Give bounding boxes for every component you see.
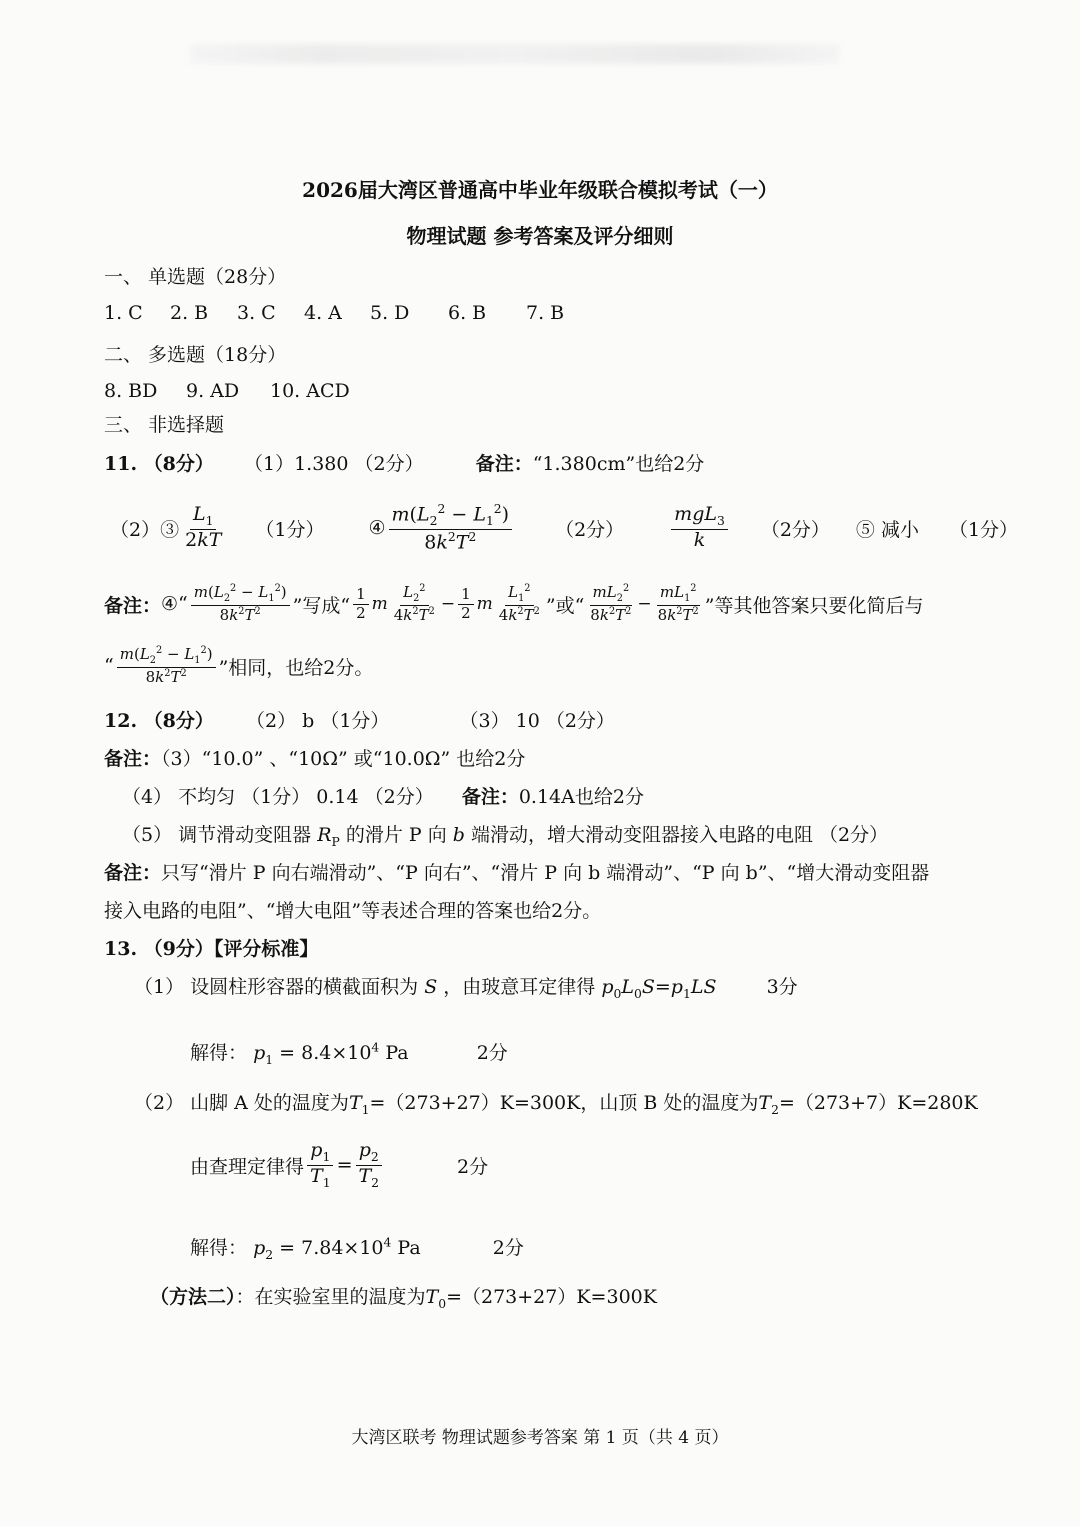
circled-4: ④ xyxy=(368,517,386,539)
note-text: ”或“ xyxy=(545,594,585,617)
q12-line5: （5） 调节滑动变阻器 $R_P$ 的滑片 P 向 b 端滑动，增大滑动变阻器接入电路的电阻 （2分） xyxy=(122,824,889,849)
score: 2分 xyxy=(492,1237,524,1259)
q11-line1 xyxy=(104,449,704,476)
score: （1分） xyxy=(255,518,325,541)
section2-heading: 二、 多选题（18分） xyxy=(104,344,287,366)
note-label: 备注： xyxy=(104,862,162,884)
q12-line4 xyxy=(122,782,644,809)
section3-heading: 三、 非选择题 xyxy=(104,414,225,436)
q13-solution1: 解得： $p_1 = 8.4\times 10^4$ Pa 2分 xyxy=(190,1040,508,1067)
method2-label: （方法二） xyxy=(150,1286,236,1308)
q11-part2-label: （2）③ xyxy=(110,518,180,541)
score: 2分 xyxy=(457,1155,489,1178)
q13-text: ，由玻意耳定律得 xyxy=(443,976,596,998)
q13-text: ：在实验室里的温度为 xyxy=(235,1286,426,1308)
note-label: 备注： xyxy=(104,748,162,770)
q13-method2: （方法二）：在实验室里的温度为$T_0=(273+27)K=300K$ xyxy=(150,1286,657,1311)
unit: Pa xyxy=(385,1042,409,1064)
unit: Pa xyxy=(397,1237,421,1259)
formula-p2-over-T2: $\frac{p_2}{T_2}$ xyxy=(355,1141,382,1190)
q13-solution2: 解得： $p_2 = 7.84\times 10^4$ Pa 2分 xyxy=(190,1235,524,1262)
formula-mL2sq-over-8k2T2: $\frac{mL_2^2}{8k^2T^2}$ xyxy=(590,583,632,625)
q13-text: （1） 设圆柱形容器的横截面积为 xyxy=(134,976,419,998)
page-subtitle: 物理试题 参考答案及评分细则 xyxy=(406,224,674,248)
note-text: ”写成“ xyxy=(292,594,351,617)
q12-note5-line2: 接入电路的电阻”、“增大电阻”等表述合理的答案也给2分。 xyxy=(104,900,602,922)
q13-text: =（273+27）K=300K，山顶 B 处的温度为 xyxy=(369,1092,759,1114)
formula-L1-over-2kT: $\frac{L_1}{2kT}$ xyxy=(185,503,222,551)
blurred-header-strip xyxy=(190,44,840,64)
answer-item: 2. B xyxy=(170,302,209,324)
score: （1分） xyxy=(948,518,1019,541)
q12-part3: （3） 10 （2分） xyxy=(459,710,615,732)
answer-item: 6. B xyxy=(448,302,487,324)
q11-part1: （1）1.380 （2分） xyxy=(243,453,424,475)
formula-L2sq-over-4k2T2: $\frac{L_2^2}{4k^2T^2}$ xyxy=(393,583,435,625)
solution-label: 解得： xyxy=(190,1237,248,1259)
note-label: 备注： xyxy=(475,453,533,475)
solution-label: 解得： xyxy=(190,1042,248,1064)
formula-p1-over-T1: $\frac{p_1}{T_1}$ xyxy=(307,1141,334,1190)
formula-value: = 8.4×10 xyxy=(279,1042,372,1064)
q12-line1 xyxy=(104,706,615,733)
answer-item: 10. ACD xyxy=(270,380,350,402)
q13-text: =（273+27）K=300K xyxy=(446,1286,657,1308)
page-title: 2026届大湾区普通高中毕业年级联合模拟考试（一） xyxy=(302,178,778,202)
formula-mgL3-over-k: $\frac{mgL_3}{k}$ xyxy=(671,505,728,551)
q12-part4: （4） 不均匀 （1分） 0.14 （2分） xyxy=(122,786,434,808)
note-text: （3）“10.0” 、“10Ω” 或“10.0Ω” 也给2分 xyxy=(161,748,526,770)
note-text: 只写“滑片 P 向右端滑动”、“P 向右”、“滑片 P 向 b 端滑动”、“P 向 b”、“增大滑动变阻器 xyxy=(161,862,930,884)
q11-answer5: ⑤ 减小 xyxy=(855,518,919,541)
q13-step2: （2） 山脚 A 处的温度为$T_1=(273+27)K=300K$，山顶 B 处的温度为$T_2=(273+7)K=280K$ xyxy=(134,1092,978,1117)
answer-item: 3. C xyxy=(237,302,276,324)
score: 3分 xyxy=(766,976,798,998)
q12-part5-text: 的滑片 P 向 xyxy=(345,824,447,846)
note-label: 备注： xyxy=(461,786,519,808)
q13-heading: 13. （9分）【评分标准】 xyxy=(104,938,319,960)
q12-note3 xyxy=(104,744,525,771)
formula-m-L2sq-L1sq-over-8k2T2: $\frac{m(L_2^2 - L_1^2)}{8k^2T^2}$ xyxy=(389,503,513,553)
note-label: 备注： xyxy=(104,594,162,617)
note-text: ④“ xyxy=(161,593,188,615)
formula-value: = 7.84×10 xyxy=(279,1237,384,1259)
q11-note1: “1.380cm”也给2分 xyxy=(532,453,705,475)
answer-item: 5. D xyxy=(370,302,410,324)
q13-text: （2） 山脚 A 处的温度为 xyxy=(134,1092,349,1114)
q12-part5-text: 端滑动，增大滑动变阻器接入电路的电阻 （2分） xyxy=(471,824,889,846)
q12-part2: （2） b （1分） xyxy=(245,710,390,732)
formula-m-L2sq-L1sq-over-8k2T2: $\frac{m(L_2^2 - L_1^2)}{8k^2T^2}$ xyxy=(191,584,290,624)
q12-heading: 12. （8分） xyxy=(104,710,214,732)
answer-item: 8. BD xyxy=(104,380,158,402)
q11-note2-line1: 备注： ④“ $\frac{m(L_2^2 - L_1^2)}{8k^2T^2}$ ”写成“ $\frac{1}{2}$ m $\frac{L_2^2}{4k^2T^2}$ − $\frac{1}{2}$ m $\frac{L_1^2}{4k^2T^2}$ ”或“ $\frac{mL_2^2}{8k^2T^2}$ − $\frac{mL_1^2}{8k^2T^2}$ ”等其他答案只要化简后与 xyxy=(104,583,924,625)
q13-charles-law: 由查理定律得 $\frac{p_1}{T_1}$ = $\frac{p_2}{T_2}$ 2分 xyxy=(190,1138,489,1190)
page-footer: 大湾区联考 物理试题参考答案 第 1 页（共 4 页） xyxy=(351,1428,729,1448)
q11-heading: 11. （8分） xyxy=(104,453,214,475)
answer-item: 7. B xyxy=(526,302,565,324)
score: 2分 xyxy=(476,1042,508,1064)
q13-step1: （1） 设圆柱形容器的横截面积为 S ，由玻意耳定律得 $p_0L_0S=p_1LS$ 3分 xyxy=(134,976,798,1001)
score: （2分） xyxy=(760,518,830,541)
formula-L1sq-over-4k2T2: $\frac{L_1^2}{4k^2T^2}$ xyxy=(498,583,540,625)
q12-note5-line1 xyxy=(104,858,929,885)
note-text: ”相同，也给2分。 xyxy=(218,656,374,679)
formula-mL1sq-over-8k2T2: $\frac{mL_1^2}{8k^2T^2}$ xyxy=(657,583,699,625)
formula-m-L2sq-L1sq-over-8k2T2: $\frac{m(L_2^2 - L_1^2)}{8k^2T^2}$ xyxy=(117,646,216,686)
q12-part5-text: （5） 调节滑动变阻器 xyxy=(122,824,312,846)
section1-heading: 一、 单选题（28分） xyxy=(104,266,287,288)
answer-item: 9. AD xyxy=(186,380,240,402)
note-text: 0.14A也给2分 xyxy=(518,786,644,808)
q11-note2-line2: “ $\frac{m(L_2^2 - L_1^2)}{8k^2T^2}$ ”相同，也给2分。 xyxy=(104,645,374,687)
q13-text: =（273+7）K=280K xyxy=(778,1092,978,1114)
formula-half: $\frac{1}{2}$ xyxy=(458,587,474,622)
formula-half: $\frac{1}{2}$ xyxy=(353,587,369,622)
q11-line2 xyxy=(110,496,1018,560)
score: （2分） xyxy=(555,518,625,541)
q13-text: 由查理定律得 xyxy=(190,1155,305,1178)
answer-item: 4. A xyxy=(304,302,342,324)
answer-item: 1. C xyxy=(104,302,143,324)
note-text: ”等其他答案只要化简后与 xyxy=(704,594,924,617)
